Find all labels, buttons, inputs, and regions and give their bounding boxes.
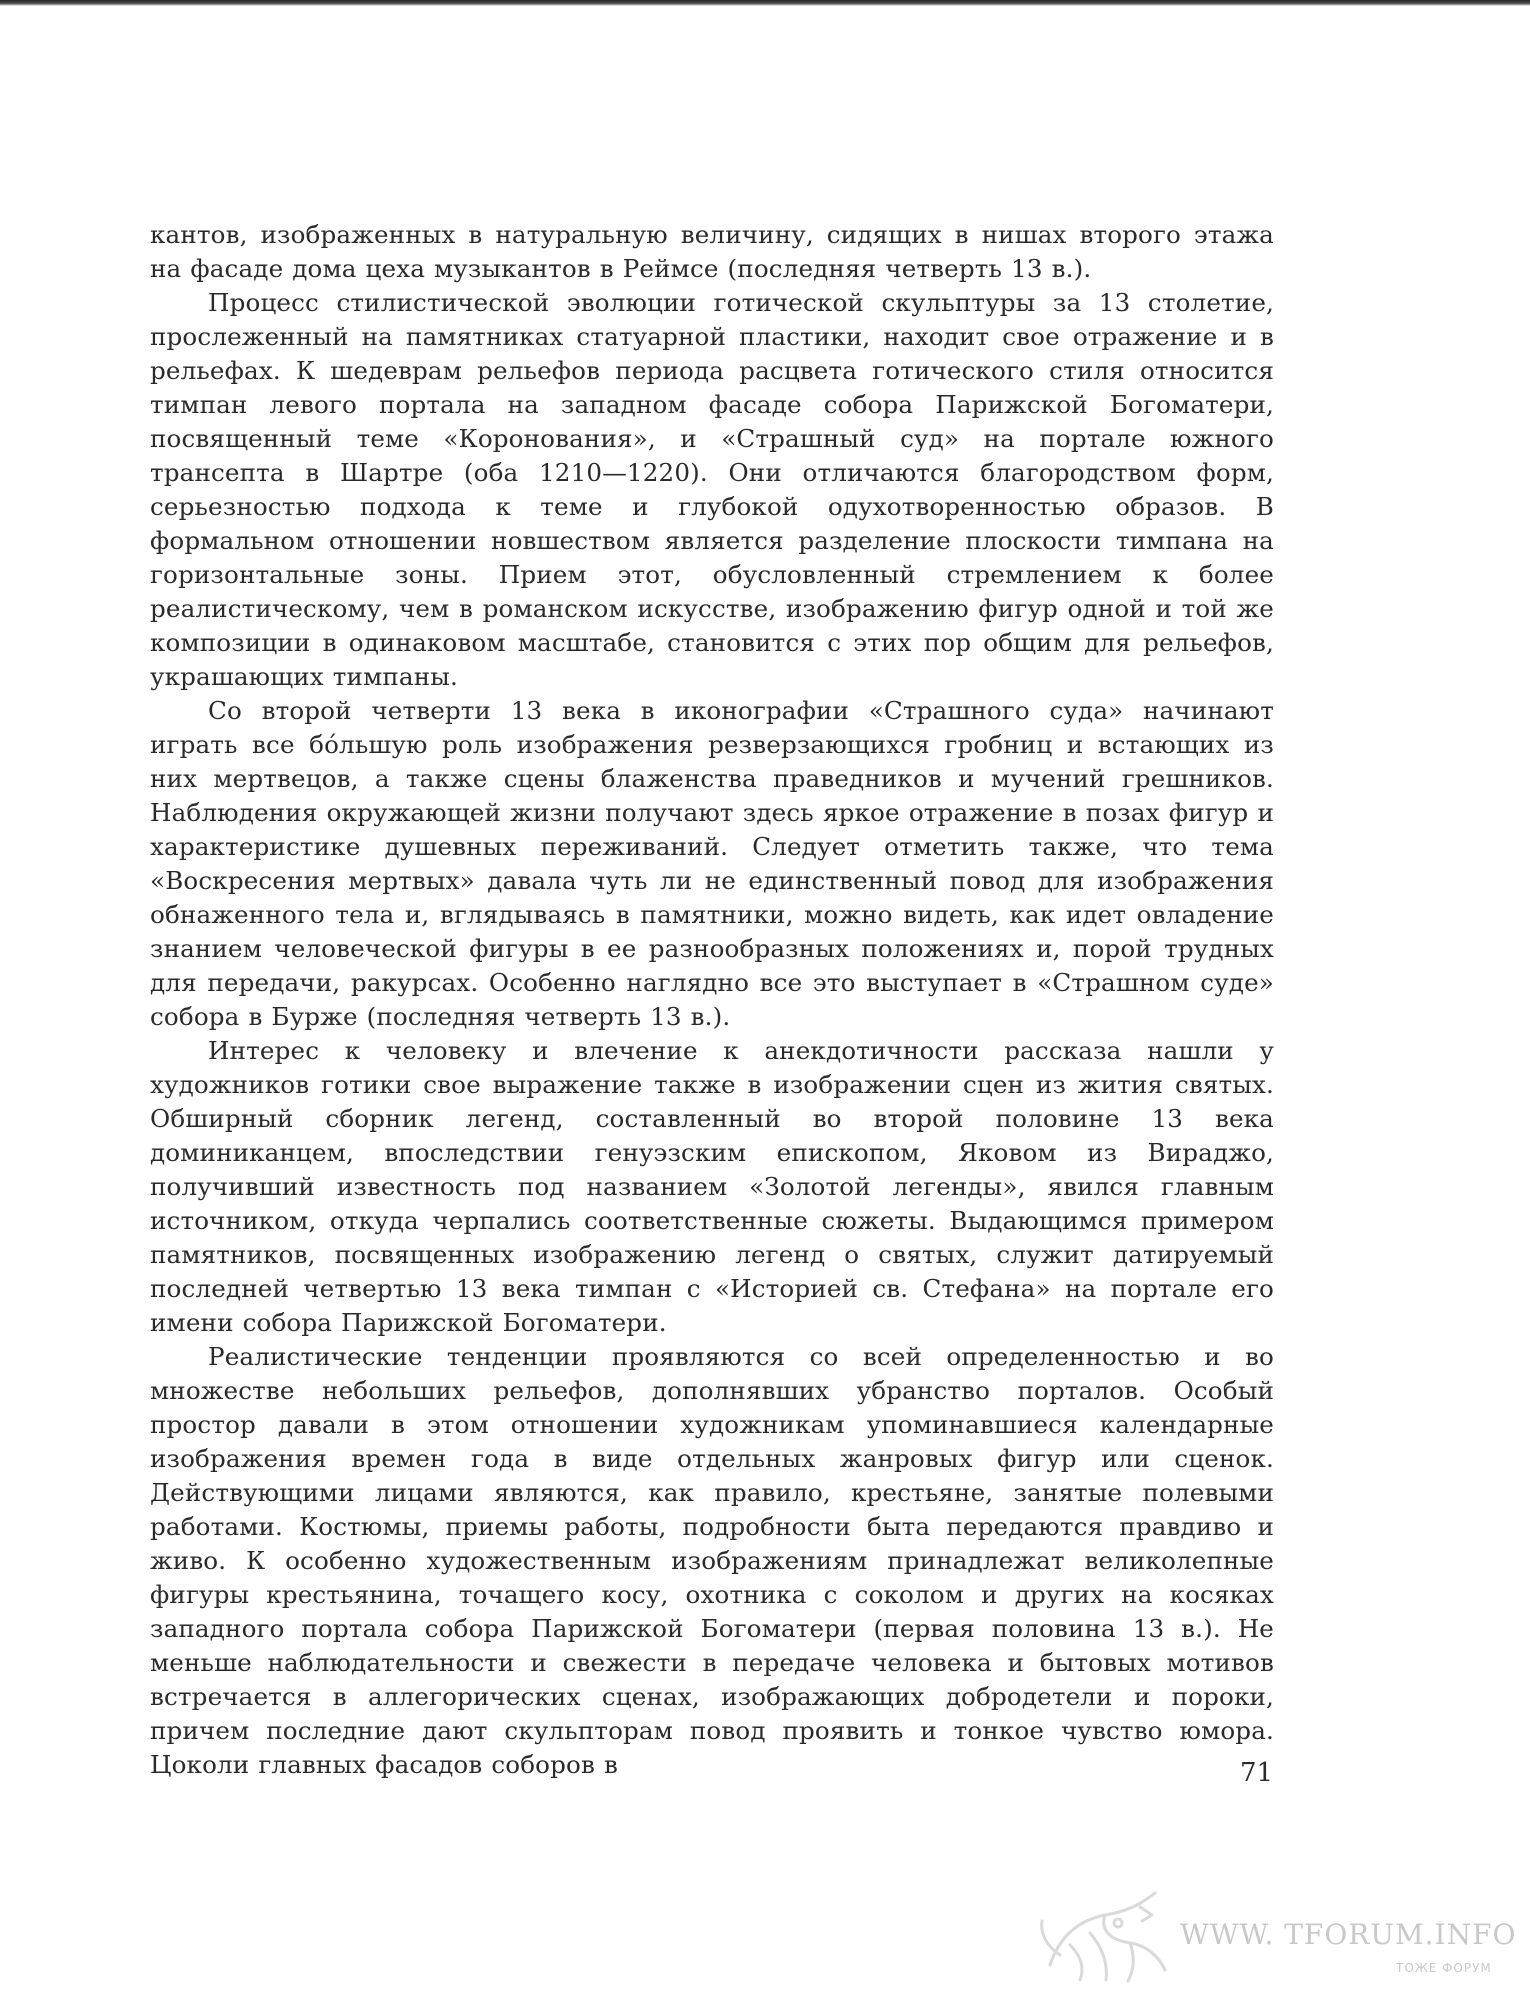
paragraph-5: Реалистические тенденции проявляются со всей определенностью и во множестве небольших рельефов, дополнявших убранство порталов. Особый простор давали в этом отношении художникам упоминавшиеся календарные изображения времен года в виде отдельных жанровых фигур или сценок. Действующими лицами являются, как правило, крестьяне, занятые полевыми работами. Костюмы, приемы работы, подробности быта передаются правдиво и живо. К особенно художественным изображениям принадлежат великолепные фигуры крестьянина, точащего косу, охотника с соколом и других на косяках западного портала собора Парижской Богоматери (первая половина 13 в.). Не меньше наблюдательности и свежести в передаче человека и бытовых мотивов встречается в аллегорических сценах, изображающих добродетели и пороки, причем последние дают скульпторам повод проявить и тонкое чувство юмора. Цоколи главных фасадов соборов в — [150, 1342, 1274, 1779]
page-body — [150, 218, 1274, 1782]
watermark-tagline: ТОЖЕ ФОРУМ — [1396, 1961, 1492, 1975]
page-number: 71 — [1240, 1758, 1274, 1788]
scan-top-edge — [0, 0, 1530, 6]
paragraph-3: Со второй четверти 13 века в иконографии «Страшного суда» начинают играть все бо́льшую роль изображения резверзающихся гробниц и встающих из них мертвецов, а также сцены блаженства праведников и мучений грешников. Наблюдения окружающей жизни получают здесь яркое отражение в позах фигур и характеристике душевных переживаний. Следует отметить также, что тема «Воскресения мертвых» давала чуть ли не единственный повод для изображения обнаженного тела и, вглядываясь в памятники, можно видеть, как идет овладение знанием человеческой фигуры в ее разнообразных положениях и, порой трудных для передачи, ракурсах. Особенно наглядно все это выступает в «Страшном суде» собора в Бурже (последняя четверть 13 в.). — [150, 696, 1274, 1031]
paragraph-1: кантов, изображенных в натуральную величину, сидящих в нишах второго этажа на фасаде дома цеха музыкантов в Реймсе (последняя четверть 13 в.). — [150, 220, 1274, 283]
watermark — [1030, 1885, 1520, 1985]
paragraph-2: Процесс стилистической эволюции готической скульптуры за 13 столетие, прослеженный на памятниках статуарной пластики, находит свое отражение и в рельефах. К шедеврам рельефов периода расцвета готического стиля относится тимпан левого портала на западном фасаде собора Парижской Богоматери, посвященный теме «Коронования», и «Страшный суд» на портале южного трансепта в Шартре (оба 1210—1220). Они отличаются благородством форм, серьезностью подхода к теме и глубокой одухотворенностью образов. В формальном отношении новшеством является разделение плоскости тимпана на горизонтальные зоны. Прием этот, обусловленный стремлением к более реалистическому, чем в романском искусстве, изображению фигур одной и той же композиции в одинаковом масштабе, становится с этих пор общим для рельефов, украшающих тимпаны. — [150, 288, 1274, 691]
paragraph-4: Интерес к человеку и влечение к анекдотичности рассказа нашли у художников готики свое выражение также в изображении сцен из жития святых. Обширный сборник легенд, составленный во второй половине 13 века доминиканцем, впоследствии генуэзским епископом, Яковом из Вираджо, получивший известность под названием «Золотой легенды», явился главным источником, откуда черпались соответственные сюжеты. Выдающимся примером памятников, посвященных изображению легенд о святых, служит датируемый последней четвертью 13 века тимпан с «Историей св. Стефана» на портале его имени собора Парижской Богоматери. — [150, 1036, 1274, 1337]
griffin-logo-icon — [1030, 1885, 1180, 1985]
watermark-site: WWW. TFORUM.INFO — [1180, 1918, 1517, 1951]
